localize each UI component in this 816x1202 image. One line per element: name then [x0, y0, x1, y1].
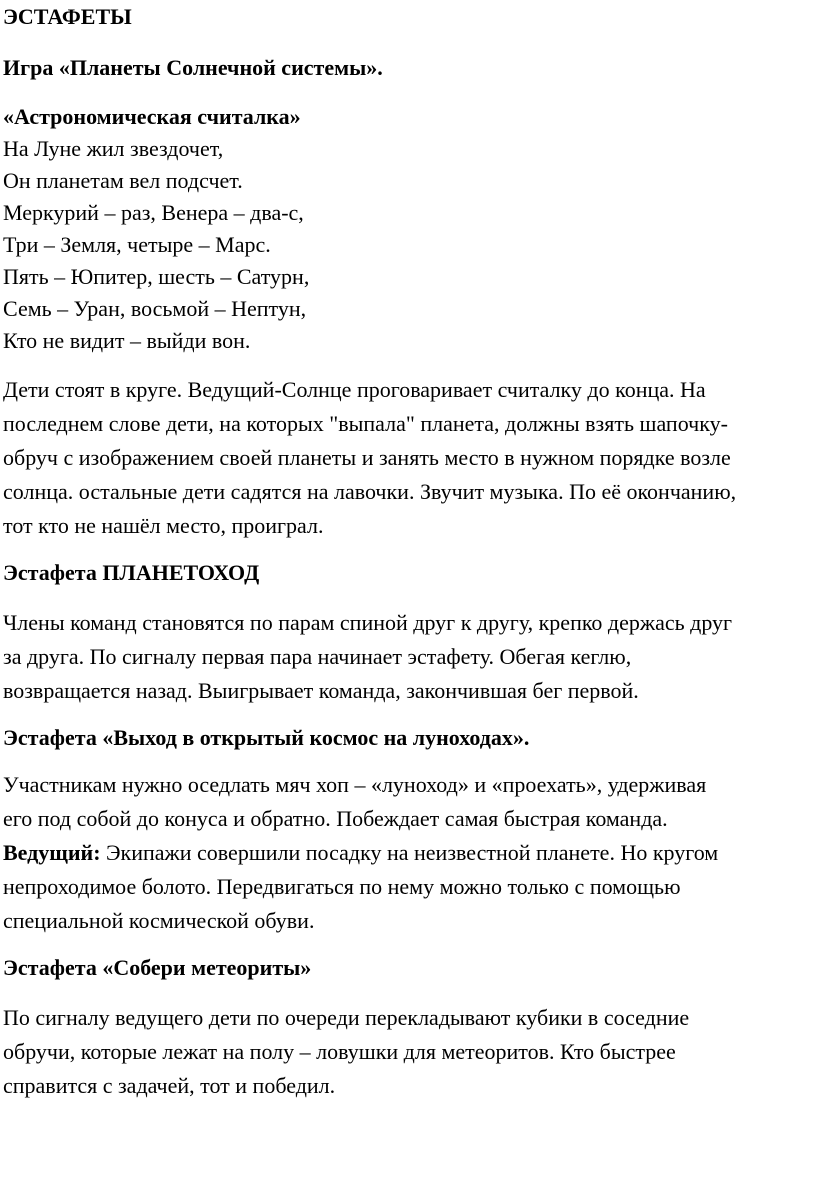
game-rules-line: последнем слове дети, на которых "выпала" планета, должны взять шапочку-	[3, 411, 728, 436]
relay2-host-line: непроходимое болото. Передвигаться по нему можно только с помощью	[3, 874, 681, 899]
rhyme-line: Меркурий – раз, Венера – два-с,	[3, 200, 304, 225]
relay3-line: справится с задачей, тот и победил.	[3, 1073, 336, 1098]
rhyme-line: Он планетам вел подсчет.	[3, 168, 243, 193]
document-title: ЭСТАФЕТЫ	[3, 4, 132, 29]
host-text: Экипажи совершили посадку на неизвестной планете. Но кругом	[100, 840, 719, 865]
host-label: Ведущий:	[3, 840, 101, 865]
game-rules-line: тот кто не нашёл место, проиграл.	[3, 513, 324, 538]
rhyme-heading: «Астрономическая считалка»	[3, 104, 301, 129]
rhyme-line: Семь – Уран, восьмой – Нептун,	[3, 296, 307, 321]
relay2-host-line	[3, 840, 718, 866]
rhyme-line: Пять – Юпитер, шесть – Сатурн,	[3, 264, 310, 289]
relay2-line: Участникам нужно оседлать мяч хоп – «луноход» и «проехать», удерживая	[3, 772, 707, 797]
relay1-heading: Эстафета ПЛАНЕТОХОД	[3, 560, 260, 585]
relay2-line: его под собой до конуса и обратно. Побеждает самая быстрая команда.	[3, 806, 668, 831]
game-rules-line: солнца. остальные дети садятся на лавочки. Звучит музыка. По её окончанию,	[3, 479, 737, 504]
rhyme-line: На Луне жил звездочет,	[3, 136, 224, 161]
game-heading: Игра «Планеты Солнечной системы».	[3, 55, 383, 80]
relay1-line: Члены команд становятся по парам спиной друг к другу, крепко держась друг	[3, 610, 733, 635]
relay3-heading: Эстафета «Собери метеориты»	[3, 955, 312, 980]
relay2-heading: Эстафета «Выход в открытый космос на луноходах».	[3, 725, 530, 750]
relay2-host-line: специальной космической обуви.	[3, 908, 315, 933]
game-rules-line: обруч с изображением своей планеты и занять место в нужном порядке возле	[3, 445, 731, 470]
rhyme-line: Три – Земля, четыре – Марс.	[3, 232, 271, 257]
relay3-line: По сигналу ведущего дети по очереди перекладывают кубики в соседние	[3, 1005, 690, 1030]
relay1-line: возвращается назад. Выигрывает команда, закончившая бег первой.	[3, 678, 639, 703]
relay1-line: за друга. По сигналу первая пара начинает эстафету. Обегая кеглю,	[3, 644, 632, 669]
game-rules-line: Дети стоят в круге. Ведущий-Солнце проговаривает считалку до конца. На	[3, 377, 706, 402]
rhyme-line: Кто не видит – выйди вон.	[3, 328, 251, 353]
relay3-line: обручи, которые лежат на полу – ловушки для метеоритов. Кто быстрее	[3, 1039, 676, 1064]
